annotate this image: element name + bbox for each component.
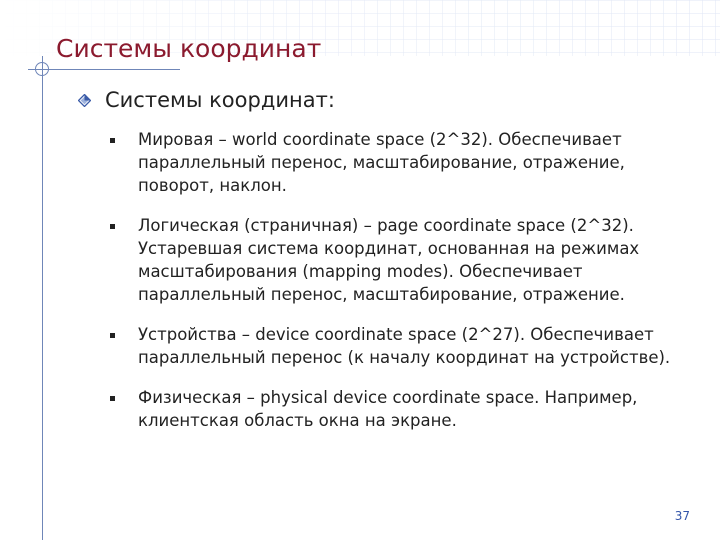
diamond-icon — [78, 94, 91, 107]
page-number: 37 — [674, 509, 690, 523]
list-item — [108, 323, 688, 369]
square-bullet-icon — [110, 333, 115, 338]
list-item — [108, 128, 688, 197]
list-item — [108, 386, 688, 432]
title-horizontal-rule — [28, 69, 180, 70]
bullet-text: Устройства – device coordinate space (2^27). Обеспечивает параллельный перенос (к началу координат на устройстве). — [138, 325, 671, 367]
bullet-text: Мировая – world coordinate space (2^32). Обеспечивает параллельный перенос, масштабирование, отражение, поворот, наклон. — [138, 130, 625, 195]
level1-item — [78, 88, 335, 112]
bullet-list — [108, 128, 688, 432]
title-vertical-rule — [42, 56, 43, 540]
slide-title: Системы координат — [56, 34, 322, 63]
square-bullet-icon — [110, 138, 115, 143]
crosshair-icon — [35, 62, 49, 76]
bullet-text: Физическая – physical device coordinate space. Например, клиентская область окна на экране. — [138, 388, 638, 430]
square-bullet-icon — [110, 224, 115, 229]
level1-heading: Системы координат: — [105, 88, 335, 112]
list-item — [108, 214, 688, 306]
square-bullet-icon — [110, 396, 115, 401]
bullet-text: Логическая (страничная) – page coordinate space (2^32). Устаревшая система координат, основанная на режимах масштабирования (mapping modes). Обеспечивает параллельный перенос, масштабирование, отражение. — [138, 216, 640, 304]
